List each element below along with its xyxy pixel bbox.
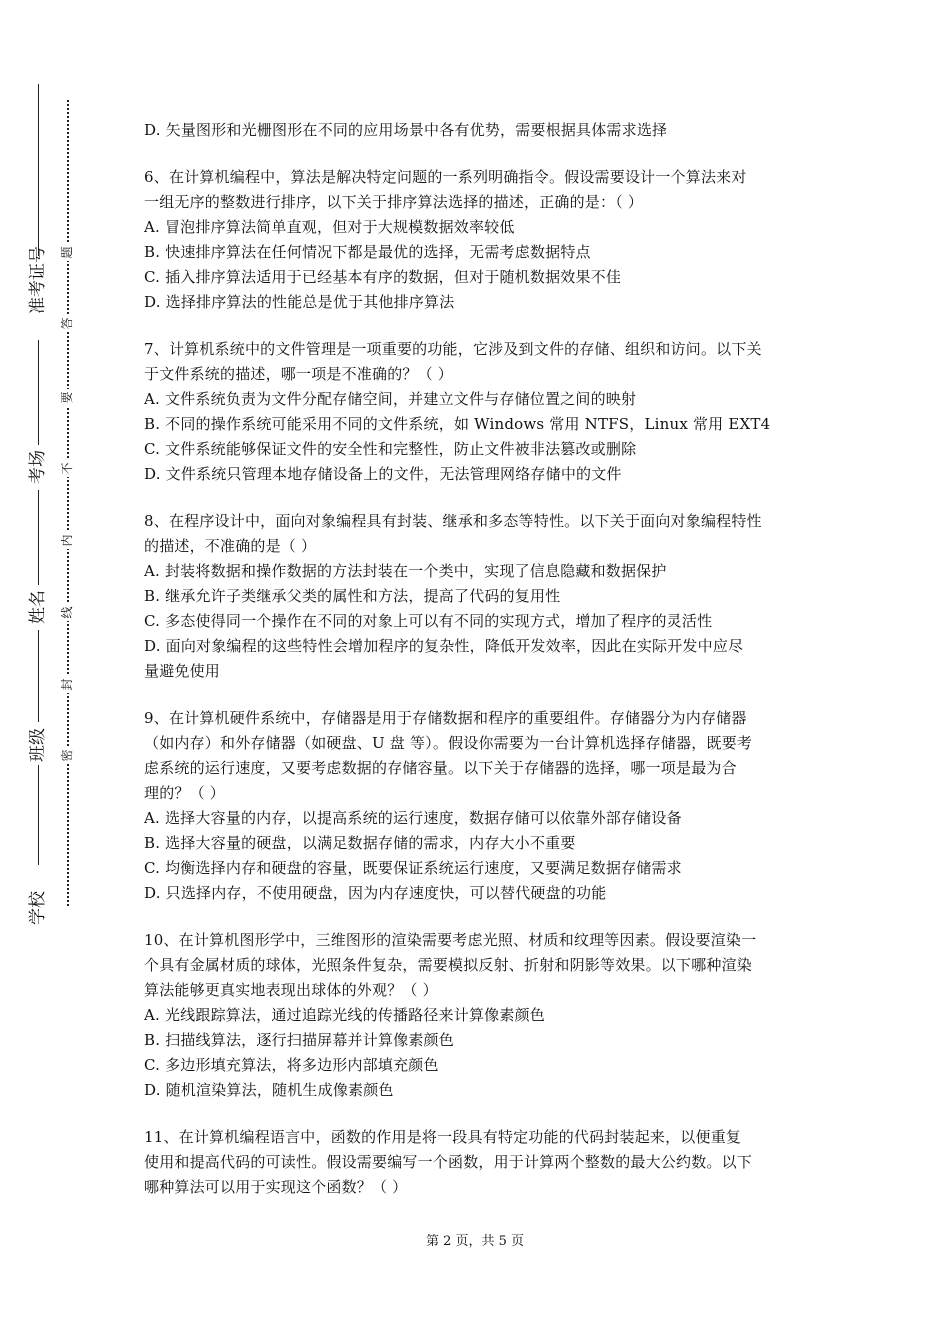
exam-number-label: 准考证号: [28, 246, 48, 314]
option-a: A. 光线跟踪算法，通过追踪光线的传播路径来计算像素颜色: [144, 1006, 545, 1024]
option-d: D. 随机渲染算法，随机生成像素颜色: [144, 1081, 394, 1099]
question-stem: 虑系统的运行速度，又要考虑数据的存储容量。以下关于存储器的选择，哪一项是最为合: [144, 759, 737, 777]
field-underline: [38, 765, 39, 865]
page-number: 第 2 页，共 5 页: [425, 1234, 525, 1249]
question-7: [144, 337, 812, 487]
seal-char: 要: [59, 389, 76, 406]
question-10: [144, 928, 812, 1103]
option-d: D. 选择排序算法的性能总是优于其他排序算法: [144, 293, 455, 311]
question-stem: 算法能够更真实地表现出球体的外观？（ ）: [144, 981, 438, 999]
question-stem: 10、在计算机图形学中，三维图形的渲染需要考虑光照、材质和纹理等因素。假设要渲染一: [144, 931, 757, 949]
question-stem: 哪种算法可以用于实现这个函数？（ ）: [144, 1178, 408, 1196]
seal-char: 题: [59, 244, 76, 261]
seal-char: 线: [59, 604, 76, 621]
exam-room-label: 考场: [28, 450, 48, 484]
question-stem: 使用和提高代码的可读性。假设需要编写一个函数，用于计算两个整数的最大公约数。以下: [144, 1153, 753, 1171]
question-content: [144, 118, 812, 1200]
binding-margin: [0, 0, 110, 1344]
option-d-continued: 量避免使用: [144, 662, 221, 680]
seal-char: 不: [59, 460, 76, 477]
option-d: D. 文件系统只管理本地存储设备上的文件，无法管理网络存储中的文件: [144, 465, 622, 483]
seal-char: 内: [59, 532, 76, 549]
option-a: A. 文件系统负责为文件分配存储空间，并建立文件与存储位置之间的映射: [144, 390, 637, 408]
field-underline: [38, 84, 39, 256]
question-stem: 8、在程序设计中，面向对象编程具有封装、继承和多态等特性。以下关于面向对象编程特性: [144, 512, 762, 530]
field-underline: [38, 630, 39, 722]
question-stem: 一组无序的整数进行排序，以下关于排序算法选择的描述，正确的是：（ ）: [144, 193, 644, 211]
school-label: 学校: [28, 891, 48, 925]
field-underline: [38, 490, 39, 585]
question-11: [144, 1125, 812, 1200]
option-b: B. 扫描线算法，逐行扫描屏幕并计算像素颜色: [144, 1031, 454, 1049]
seal-char: 密: [59, 747, 76, 764]
option-d: D. 面向对象编程的这些特性会增加程序的复杂性，降低开发效率，因此在实际开发中应尽: [144, 637, 744, 655]
option-c: C. 文件系统能够保证文件的安全性和完整性，防止文件被非法篡改或删除: [144, 440, 637, 458]
option-d: D. 矢量图形和光栅图形在不同的应用场景中各有优势，需要根据具体需求选择: [144, 121, 668, 139]
question-stem: 11、在计算机编程语言中，函数的作用是将一段具有特定功能的代码封装起来，以便重复: [144, 1128, 742, 1146]
question-stem: 9、在计算机硬件系统中，存储器是用于存储数据和程序的重要组件。存储器分为内存储器: [144, 709, 747, 727]
option-d: D. 只选择内存，不使用硬盘，因为内存速度快，可以替代硬盘的功能: [144, 884, 607, 902]
option-b: B. 不同的操作系统可能采用不同的文件系统，如 Windows 常用 NTFS，Linux 常用 EXT4: [144, 415, 771, 433]
question-stem: 个具有金属材质的球体，光照条件复杂，需要模拟反射、折射和阴影等效果。以下哪种渲染: [144, 956, 753, 974]
field-underline: [38, 340, 39, 445]
question-stem: （如内存）和外存储器（如硬盘、U 盘 等）。假设你需要为一台计算机选择存储器，既要考: [144, 734, 753, 752]
question-8: [144, 509, 812, 684]
option-a: A. 冒泡排序算法简单直观，但对于大规模数据效率较低: [144, 218, 515, 236]
option-a: A. 封装将数据和操作数据的方法封装在一个类中，实现了信息隐藏和数据保护: [144, 562, 667, 580]
option-c: C. 插入排序算法适用于已经基本有序的数据，但对于随机数据效果不佳: [144, 268, 622, 286]
option-c: C. 多态使得同一个操作在不同的对象上可以有不同的实现方式，增加了程序的灵活性: [144, 612, 713, 630]
option-b: B. 快速排序算法在任何情况下都是最优的选择，无需考虑数据特点: [144, 243, 591, 261]
question-9: [144, 706, 812, 906]
question-stem: 理的？（ ）: [144, 784, 225, 802]
question-stem: 6、在计算机编程中，算法是解决特定问题的一系列明确指令。假设需要设计一个算法来对: [144, 168, 747, 186]
class-label: 班级: [28, 728, 48, 762]
seal-dotted-line: [67, 100, 69, 906]
name-label: 姓名: [28, 590, 48, 624]
question-stem: 于文件系统的描述，哪一项是不准确的？（ ）: [144, 365, 453, 383]
option-c: C. 多边形填充算法，将多边形内部填充颜色: [144, 1056, 439, 1074]
seal-char: 封: [59, 676, 76, 693]
option-b: B. 选择大容量的硬盘，以满足数据存储的需求，内存大小不重要: [144, 834, 576, 852]
option-a: A. 选择大容量的内存，以提高系统的运行速度，数据存储可以依靠外部存储设备: [144, 809, 682, 827]
question-stem: 7、计算机系统中的文件管理是一项重要的功能，它涉及到文件的存储、组织和访问。以下关: [144, 340, 762, 358]
question-stem: 的描述，不准确的是（ ）: [144, 537, 317, 555]
option-b: B. 继承允许子类继承父类的属性和方法，提高了代码的复用性: [144, 587, 561, 605]
option-c: C. 均衡选择内存和硬盘的容量，既要保证系统运行速度，又要满足数据存储需求: [144, 859, 682, 877]
question-6: [144, 165, 812, 315]
seal-char: 答: [59, 315, 76, 332]
